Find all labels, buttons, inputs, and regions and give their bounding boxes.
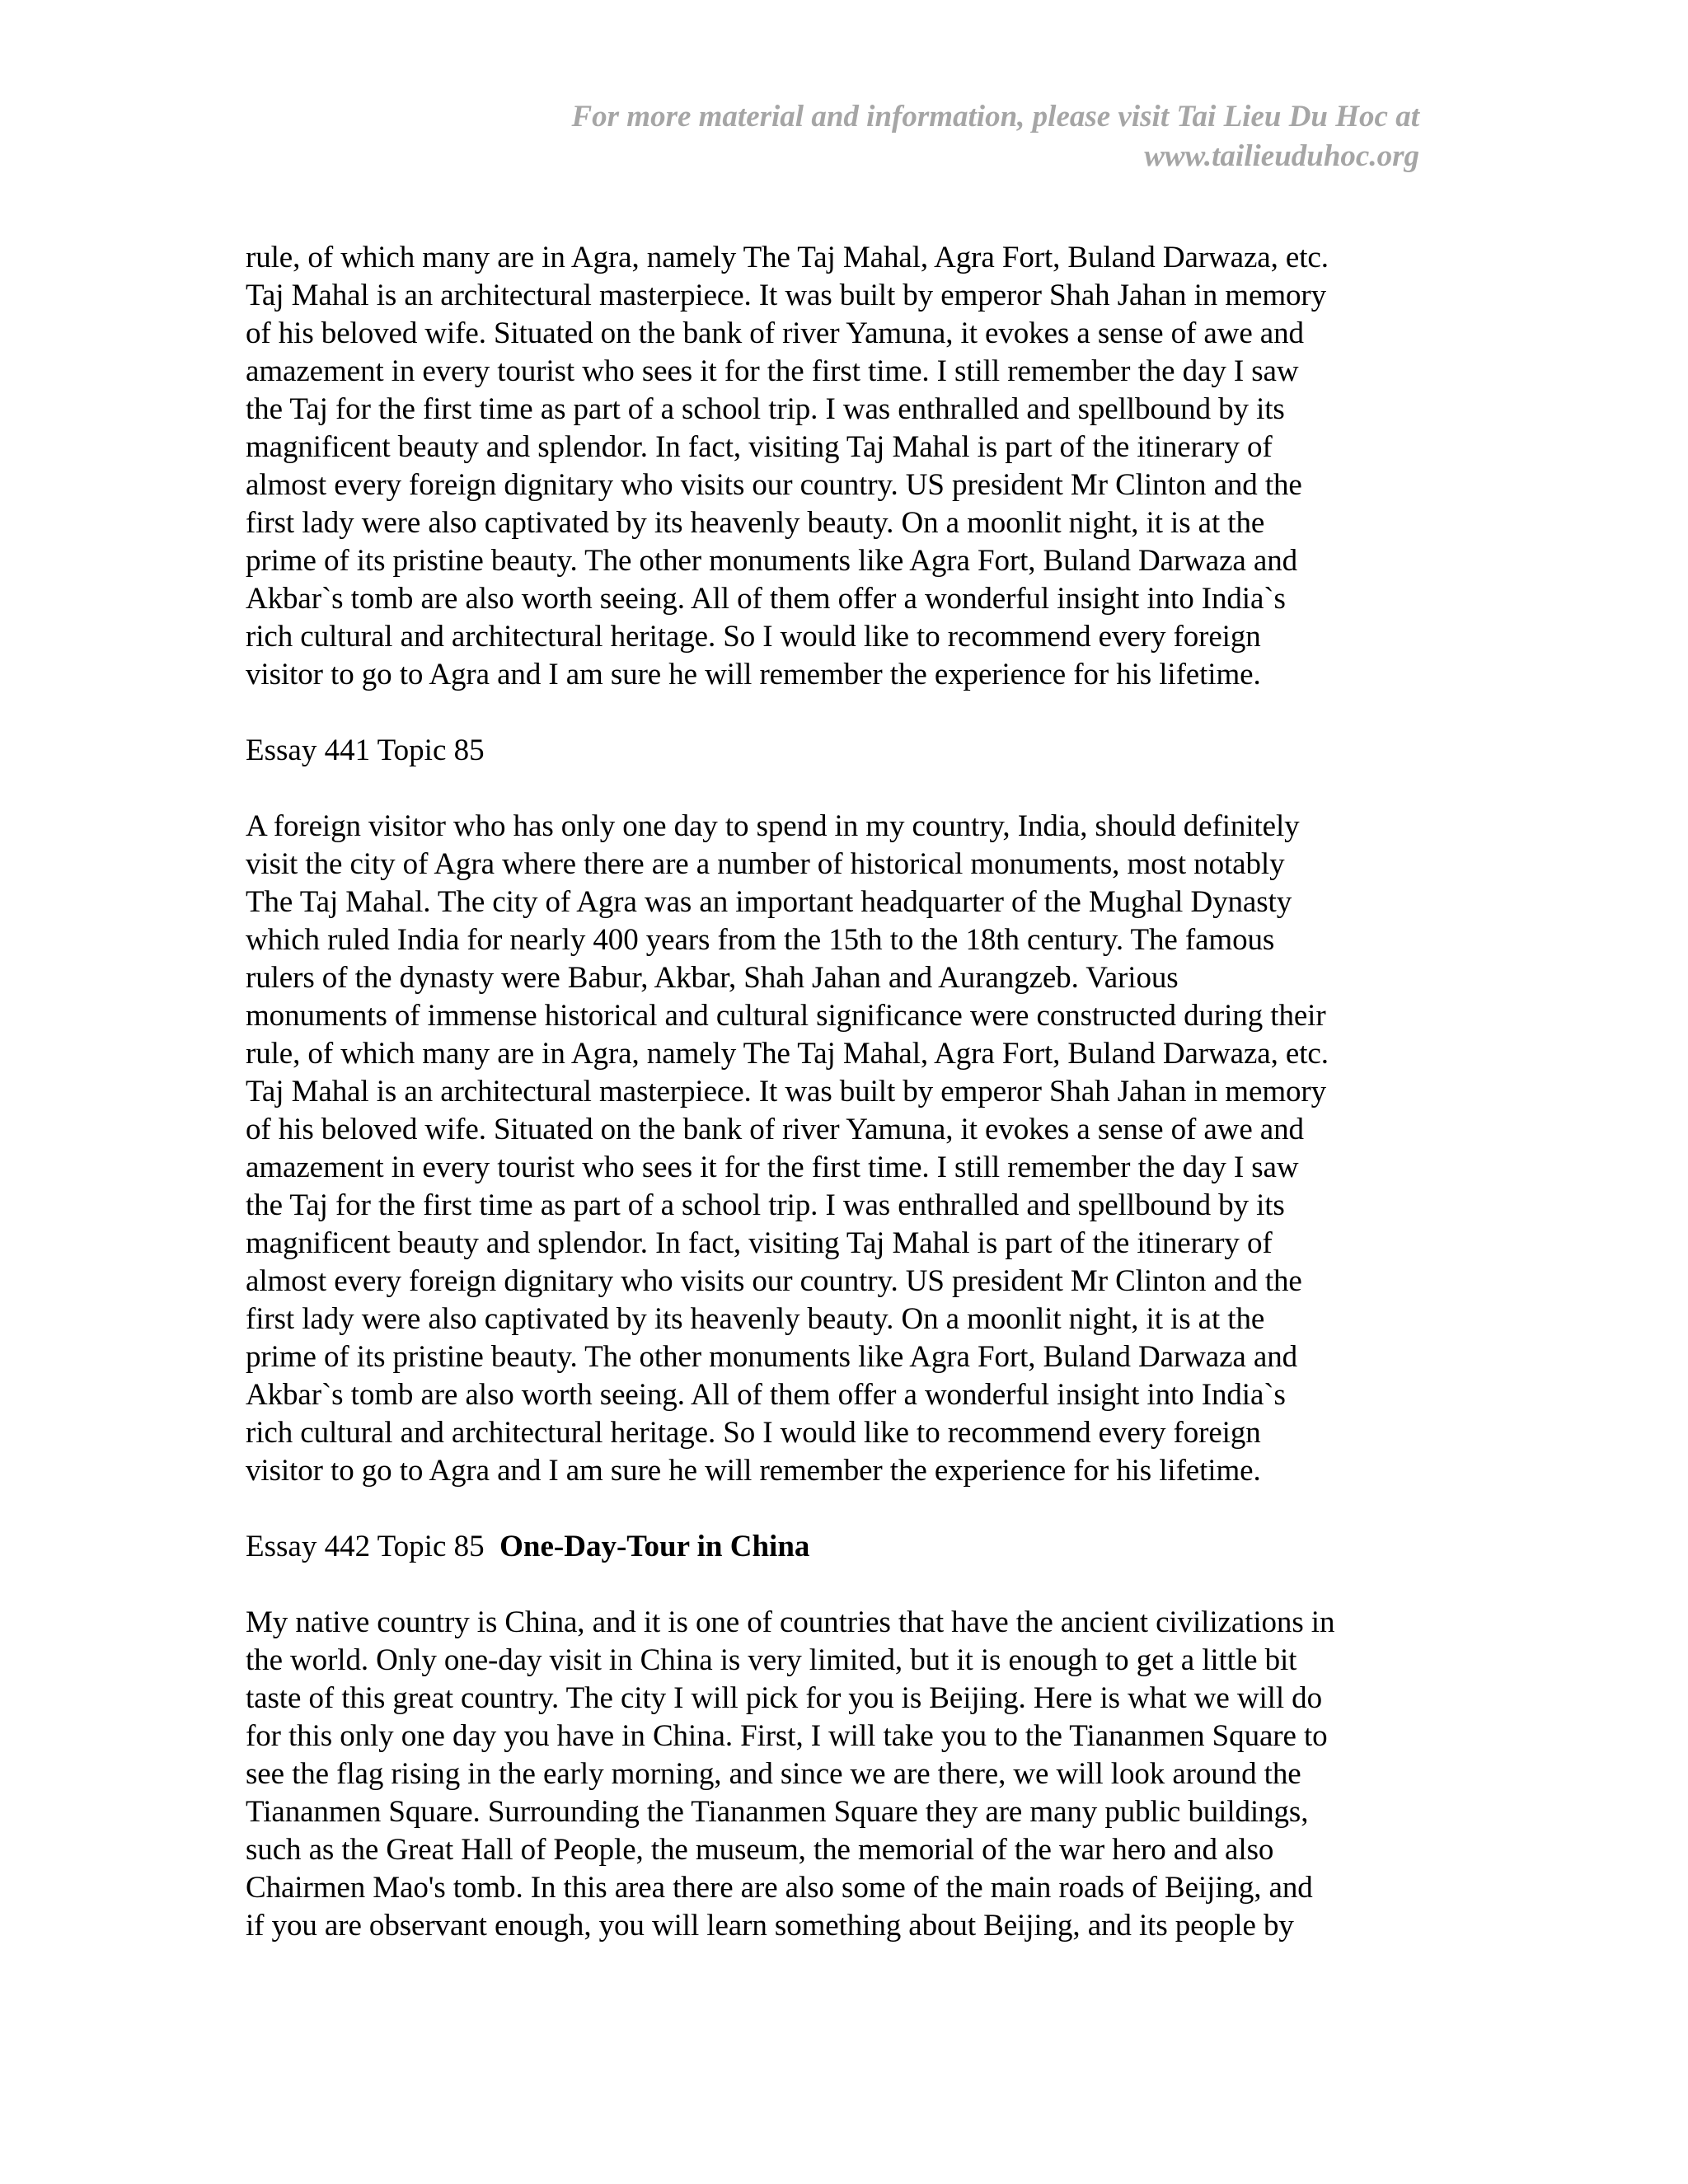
text-line: such as the Great Hall of People, the museum, the memorial of the war hero and also [246,1833,1274,1867]
paragraph-gap [246,694,1449,732]
paragraph-3 [246,1604,1449,1945]
text-line: magnificent beauty and splendor. In fact, visiting Taj Mahal is part of the itinerary of [246,430,1273,464]
text-line: taste of this great country. The city I will pick for you is Beijing. Here is what we will do [246,1681,1322,1715]
text-line: prime of its pristine beauty. The other monuments like Agra Fort, Buland Darwaza and [246,1340,1298,1374]
text-line: visitor to go to Agra and I am sure he will remember the experience for his lifetime. [246,1454,1261,1488]
text-line: the Taj for the first time as part of a school trip. I was enthralled and spellbound by its [246,392,1285,426]
text-line: for this only one day you have in China. First, I will take you to the Tiananmen Square to [246,1719,1328,1753]
text-line: the world. Only one-day visit in China is very limited, but it is enough to get a little bit [246,1643,1297,1677]
text-line: Akbar`s tomb are also worth seeing. All of them offer a wonderful insight into India`s [246,1378,1286,1412]
paragraph-gap [246,1490,1449,1528]
text-line: see the flag rising in the early morning, and since we are there, we will look around the [246,1757,1301,1791]
text-line: Akbar`s tomb are also worth seeing. All of them offer a wonderful insight into India`s [246,582,1286,616]
text-line: if you are observant enough, you will learn something about Beijing, and its people by [246,1909,1294,1943]
text-line: of his beloved wife. Situated on the bank of river Yamuna, it evokes a sense of awe and [246,316,1304,350]
text-line: My native country is China, and it is one of countries that have the ancient civilizations in [246,1605,1335,1639]
text-line: almost every foreign dignitary who visits our country. US president Mr Clinton and the [246,1264,1302,1298]
essay-442-title: One-Day-Tour in China [499,1530,810,1563]
text-line: almost every foreign dignitary who visits our country. US president Mr Clinton and the [246,468,1302,502]
essay-442-heading [246,1528,1449,1566]
text-line: which ruled India for nearly 400 years from the 15th to the 18th century. The famous [246,923,1275,957]
paragraph-2 [246,808,1449,1490]
paragraph-gap [246,1566,1449,1604]
text-line: amazement in every tourist who sees it for the first time. I still remember the day I saw [246,354,1299,388]
text-line: rich cultural and architectural heritage. So I would like to recommend every foreign [246,620,1261,654]
text-line: rich cultural and architectural heritage. So I would like to recommend every foreign [246,1416,1261,1450]
paragraph-1 [246,239,1449,694]
text-line: first lady were also captivated by its heavenly beauty. On a moonlit night, it is at the [246,1302,1265,1336]
text-line: monuments of immense historical and cultural significance were constructed during their [246,999,1326,1033]
text-line: A foreign visitor who has only one day to spend in my country, India, should definitely [246,809,1300,843]
header-line-2: www.tailieuduhoc.org [1144,139,1419,173]
text-line: magnificent beauty and splendor. In fact, visiting Taj Mahal is part of the itinerary of [246,1226,1273,1260]
text-line: Tiananmen Square. Surrounding the Tiananmen Square they are many public buildings, [246,1795,1309,1829]
text-line: the Taj for the first time as part of a school trip. I was enthralled and spellbound by its [246,1188,1285,1222]
paragraph-gap [246,770,1449,808]
text-line: rule, of which many are in Agra, namely The Taj Mahal, Agra Fort, Buland Darwaza, etc. [246,241,1329,274]
watermark-header [430,97,1419,176]
text-line: Taj Mahal is an architectural masterpiece. It was built by emperor Shah Jahan in memory [246,1075,1327,1108]
text-line: rule, of which many are in Agra, namely The Taj Mahal, Agra Fort, Buland Darwaza, etc. [246,1037,1329,1071]
text-line: amazement in every tourist who sees it for the first time. I still remember the day I saw [246,1151,1299,1184]
text-line: prime of its pristine beauty. The other monuments like Agra Fort, Buland Darwaza and [246,544,1298,578]
essay-442-prefix: Essay 442 Topic 85 [246,1530,485,1563]
text-line: rulers of the dynasty were Babur, Akbar, Shah Jahan and Aurangzeb. Various [246,961,1179,995]
essay-441-heading: Essay 441 Topic 85 [246,733,485,767]
text-line: visit the city of Agra where there are a number of historical monuments, most notably [246,847,1285,881]
text-line: of his beloved wife. Situated on the bank of river Yamuna, it evokes a sense of awe and [246,1113,1304,1146]
text-line: first lady were also captivated by its heavenly beauty. On a moonlit night, it is at the [246,506,1265,540]
document-body [246,239,1449,1945]
text-line: The Taj Mahal. The city of Agra was an important headquarter of the Mughal Dynasty [246,885,1292,919]
text-line: Taj Mahal is an architectural masterpiece. It was built by emperor Shah Jahan in memory [246,279,1327,312]
header-line-1: For more material and information, please visit Tai Lieu Du Hoc at [571,100,1419,134]
text-line: Chairmen Mao's tomb. In this area there are also some of the main roads of Beijing, and [246,1871,1313,1905]
text-line: visitor to go to Agra and I am sure he will remember the experience for his lifetime. [246,658,1261,691]
